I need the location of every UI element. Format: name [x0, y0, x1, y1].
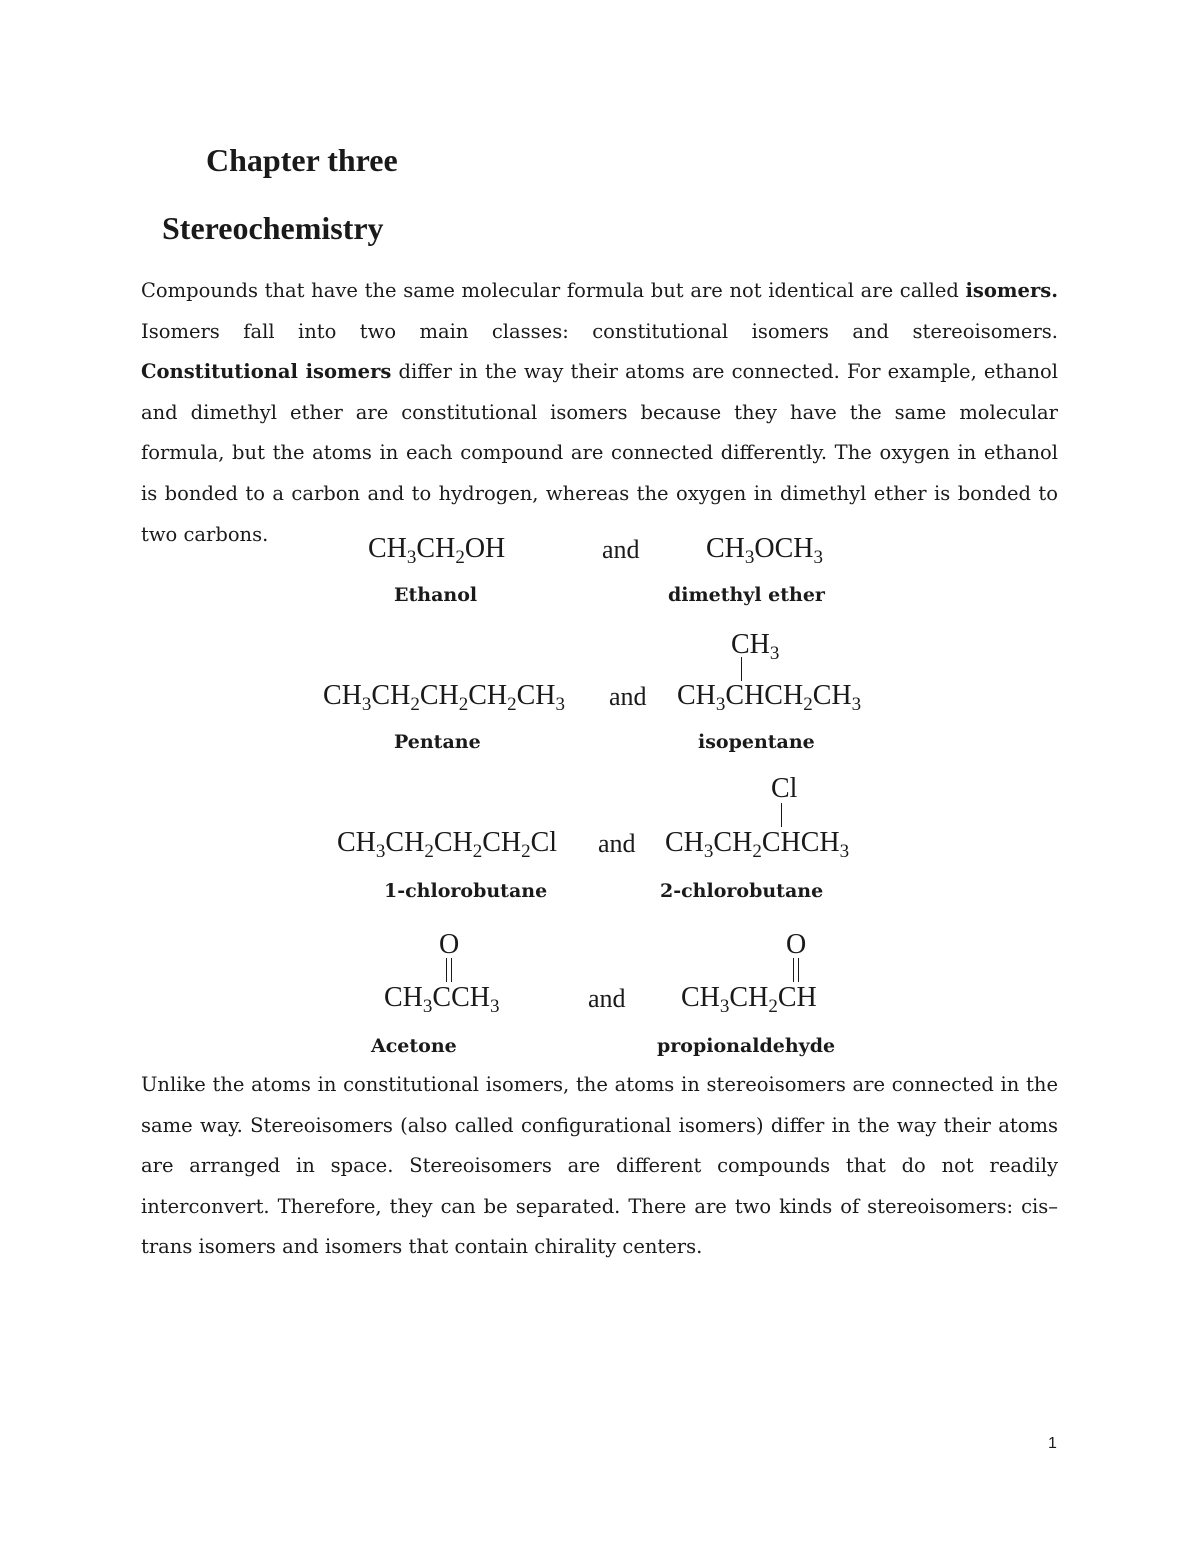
label-isopentane: isopentane — [698, 731, 815, 753]
section-title: Stereochemistry — [162, 210, 384, 246]
label-propionaldehyde: propionaldehyde — [657, 1035, 836, 1057]
intro-text-3: differ in the way their atoms are connected. For example, ethanol and dimethyl ether are constitutional isomers because they have the same molecular formula, but the atoms in each compound are connected differently. The oxygen in ethanol is bonded to a carbon and to hydrogen, whereas the oxygen in dimethyl ether is bonded to two carbons. — [141, 360, 1058, 546]
label-acetone: Acetone — [371, 1035, 457, 1057]
intro-text-2: Isomers fall into two main classes: constitutional isomers and stereoisomers. — [141, 319, 1058, 343]
label-ethanol: Ethanol — [394, 584, 478, 606]
page-number: 1 — [1048, 1435, 1057, 1452]
formula-isopentane: $CH_3CHCH_2CH_3$ — [677, 680, 862, 715]
formula-ethanol: $CH_3CH_2OH$ — [368, 533, 506, 568]
double-bond — [793, 958, 799, 982]
formula-propionaldehyde: $CH_3CH_2CH$ — [681, 982, 817, 1017]
double-bond — [446, 958, 452, 982]
conjunction-and: and — [588, 984, 626, 1013]
conjunction-and: and — [602, 535, 640, 564]
label-pentane: Pentane — [394, 731, 481, 753]
stereoisomers-paragraph: Unlike the atoms in constitutional isomers, the atoms in stereoisomers are connected in the same way. Stereoisomers (also called configurational isomers) differ in the way their atoms are arranged in space. Stereoisomers are different compounds that do not readily interconvert. Therefore, they can be separated. There are two kinds of stereoisomers: cis–trans isomers and isomers that contain chirality centers. — [141, 1073, 1058, 1259]
formula-1-chlorobutane: $CH_3CH_2CH_2CH_2Cl$ — [337, 827, 558, 862]
conjunction-and: and — [598, 829, 636, 858]
intro-text-1: Compounds that have the same molecular formula but are not identical are called — [141, 279, 966, 302]
single-bond — [741, 657, 742, 681]
term-isomers: isomers. — [965, 279, 1058, 302]
term-constitutional-isomers: Constitutional isomers — [141, 360, 392, 384]
formula-acetone: $CH_3CCH_3$ — [384, 982, 500, 1017]
substituent-cl: Cl — [771, 773, 798, 804]
conjunction-and: and — [609, 682, 647, 711]
substituent-oxygen: O — [439, 929, 460, 960]
label-dimethyl-ether: dimethyl ether — [668, 584, 825, 606]
label-2-chlorobutane: 2-chlorobutane — [660, 880, 824, 902]
intro-paragraph — [141, 271, 1058, 555]
formula-pentane: $CH_3CH_2CH_2CH_2CH_3$ — [323, 680, 566, 715]
formula-2-chlorobutane: $CH_3CH_2CHCH_3$ — [665, 827, 850, 862]
single-bond — [781, 803, 782, 827]
formula-dimethyl-ether: $CH_3OCH_3$ — [706, 533, 824, 568]
chapter-title: Chapter three — [206, 142, 398, 178]
label-1-chlorobutane: 1-chlorobutane — [384, 880, 548, 902]
substituent-ch3: $CH_3$ — [731, 629, 780, 664]
substituent-oxygen: O — [786, 929, 807, 960]
